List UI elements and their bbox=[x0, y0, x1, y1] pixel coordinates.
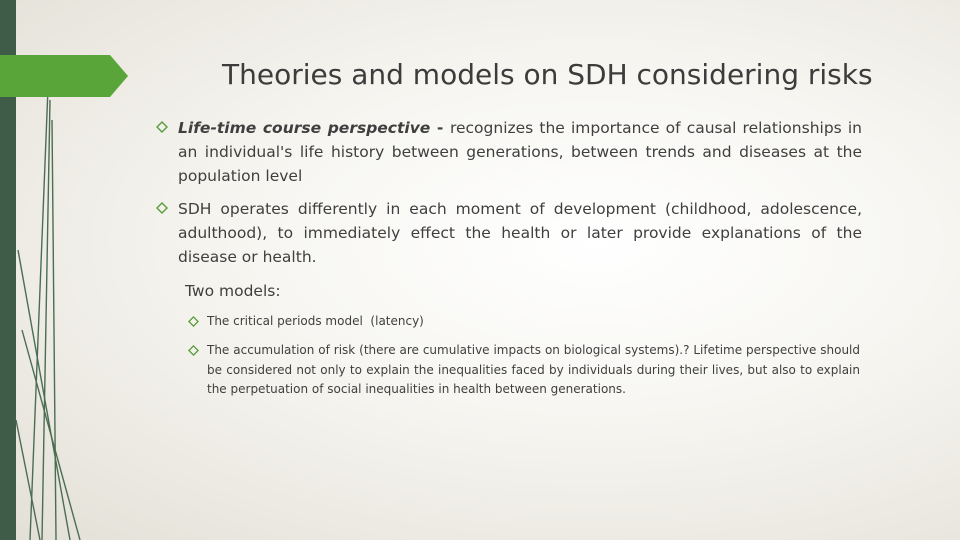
models-heading: Two models: bbox=[185, 282, 281, 300]
bullet-body: SDH operates differently in each moment of development (childhood, adolescence, adulthood), to immediately effect the health or later provide explanations of the disease or health. bbox=[178, 200, 862, 266]
bullet-separator: - bbox=[430, 119, 450, 137]
slide-title: Theories and models on SDH considering risks bbox=[222, 58, 873, 91]
model-text: The critical periods model (latency) bbox=[207, 314, 424, 328]
diamond-outline-icon bbox=[188, 312, 199, 331]
bullet-sdh-operates bbox=[156, 197, 862, 269]
bullet-body: recognizes the importance of causal relationships in an individual's life history between generations, between trends and diseases at the population level bbox=[178, 119, 862, 185]
diamond-outline-icon bbox=[188, 341, 199, 360]
model-item-accumulation-risk bbox=[188, 341, 863, 400]
bullet-lead-term: Life-time course perspective bbox=[178, 119, 431, 137]
diamond-outline-icon bbox=[156, 197, 168, 214]
bullet-text bbox=[178, 116, 862, 188]
diamond-outline-icon bbox=[156, 116, 168, 133]
model-text: The accumulation of risk (there are cumulative impacts on biological systems).? Lifetime perspective should be considered not only to explain the inequalities faced by individuals during their lives, but also to explain the perpetuation of social inequalities in health between generations. bbox=[207, 343, 860, 396]
title-accent-tab bbox=[0, 55, 128, 97]
model-item-critical-periods bbox=[188, 312, 863, 332]
bullet-life-course bbox=[156, 116, 862, 188]
